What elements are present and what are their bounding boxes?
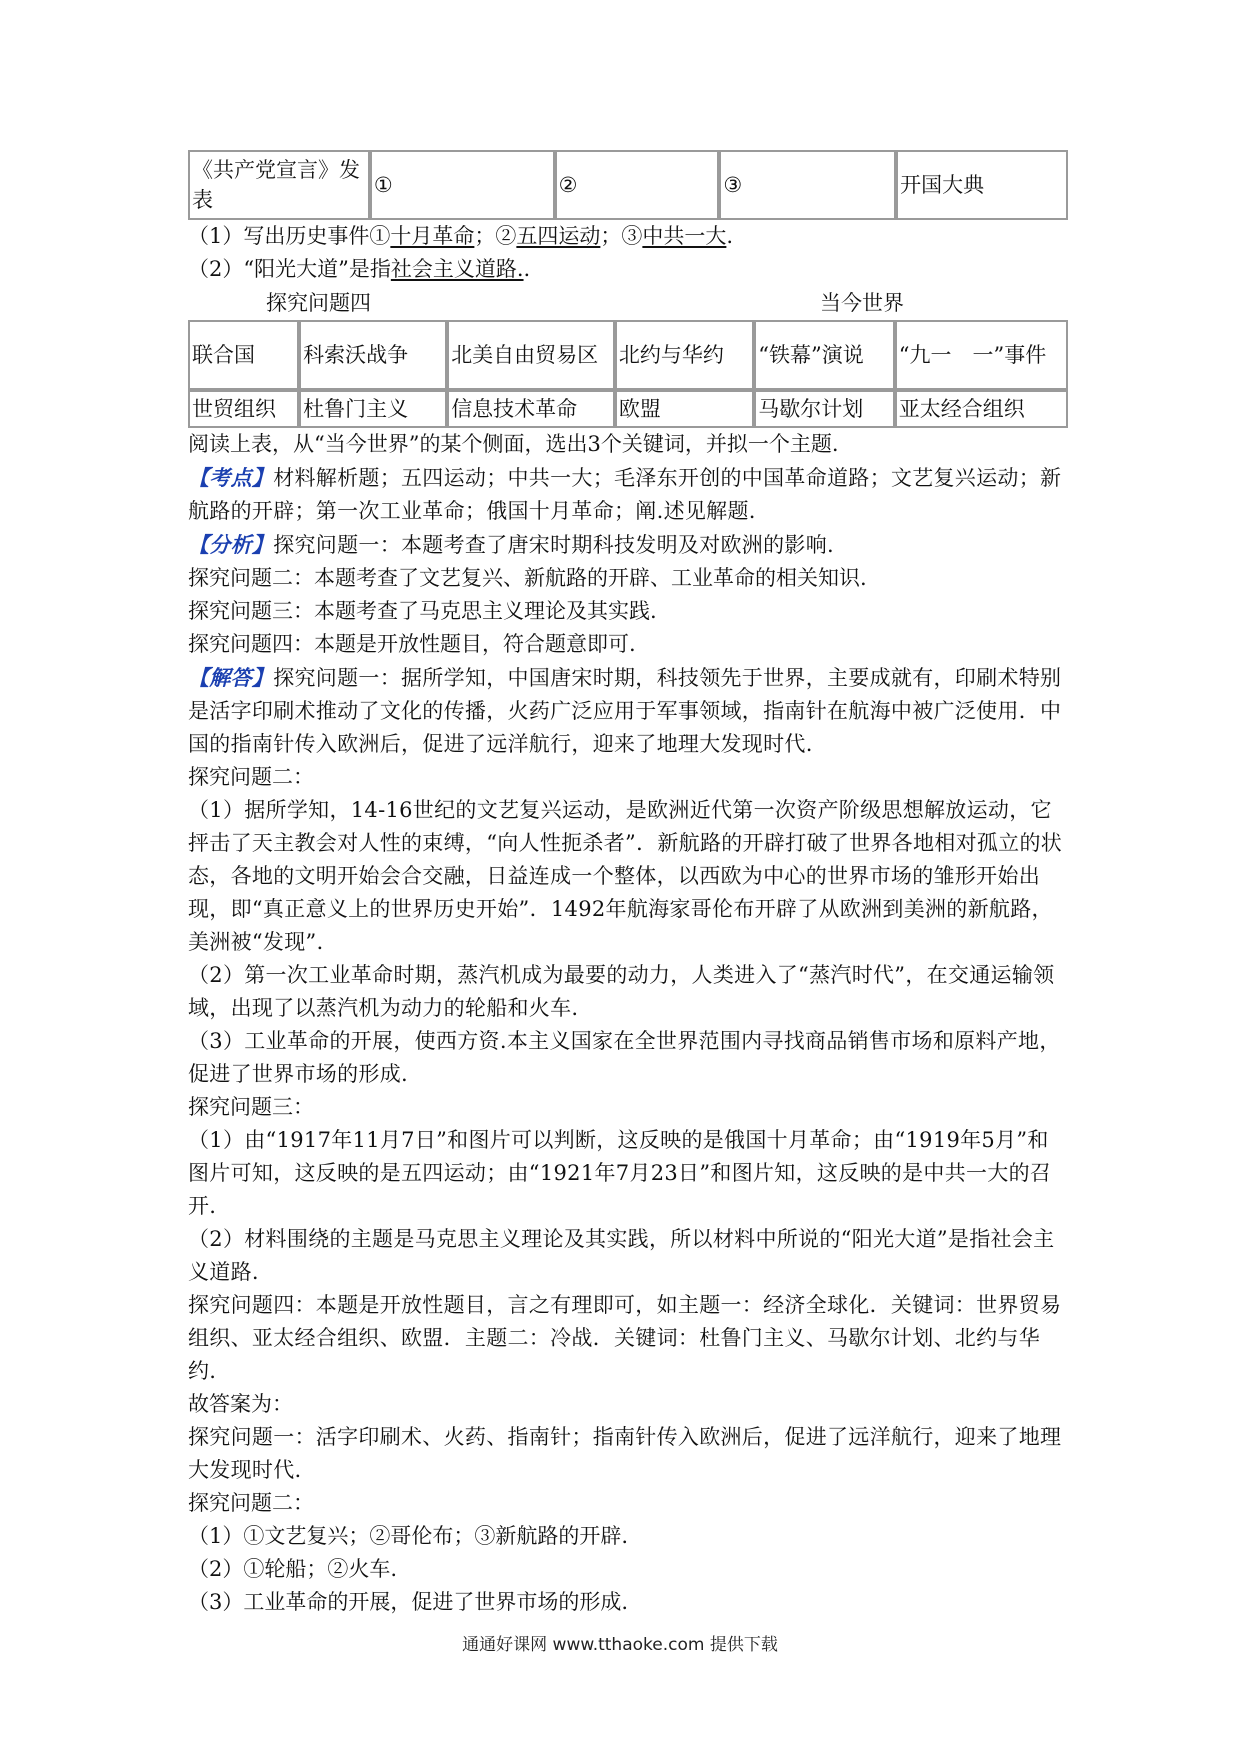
table-cell: 《共产党宣言》发表: [188, 150, 370, 220]
table-cell: 北美自由贸易区: [447, 320, 615, 390]
table-cell: 杜鲁门主义: [299, 390, 447, 428]
table-row: [188, 320, 1068, 390]
jieda-paragraph: （3）工业革命的开展，使西方资.本主义国家在全世界范围内寻找商品销售市场和原料产地，促进了世界市场的形成.: [188, 1029, 1061, 1086]
table-cell: 科索沃战争: [299, 320, 447, 390]
jieda-paragraph: 【解答】探究问题一：据所学知，中国唐宋时期，科技领先于世界，主要成就有，印刷术特别是活字印刷术推动了文化的传播，火药广泛应用于军事领域，指南针在航海中被广泛使用．中国的指南针传入欧洲后，促进了远洋航行，迎来了地理大发现时代.: [188, 665, 1062, 756]
jieda-paragraph: （2）第一次工业革命时期，蒸汽机成为最要的动力，人类进入了“蒸汽时代”，在交通运输领域，出现了以蒸汽机为动力的轮船和火车.: [188, 963, 1055, 1020]
table-cell: 亚太经合组织: [895, 390, 1068, 428]
answers-subheading: 探究问题二：: [188, 1491, 314, 1515]
jieda-heading: 探究问题三：: [188, 1095, 314, 1119]
page-footer: 通通好课网 www.tthaoke.com 提供下载: [462, 1635, 778, 1655]
table-cell: 信息技术革命: [447, 390, 615, 428]
answer-1: 十月革命: [390, 224, 475, 248]
fenxi-paragraph: 【分析】探究问题一：本题考查了唐宋时期科技发明及对欧洲的影响.: [188, 532, 834, 557]
timeline-table: [188, 150, 1068, 220]
jieda-heading: 探究问题二：: [188, 765, 314, 789]
keyword-table: [188, 320, 1068, 428]
table-cell: “铁幕”演说: [754, 320, 894, 390]
table-row: [188, 150, 1068, 220]
table-cell: ③: [719, 150, 896, 220]
jieda-tag: 【解答】: [188, 665, 274, 690]
question-1: （1）写出历史事件①十月革命；②五四运动；③中共一大.: [188, 224, 734, 248]
kaodian-tag: 【考点】: [188, 465, 274, 490]
table-cell: 马歇尔计划: [754, 390, 894, 428]
table-row: [188, 390, 1068, 428]
table-cell: 欧盟: [615, 390, 754, 428]
question-2: （2）“阳光大道”是指社会主义道路..: [188, 257, 531, 281]
answer-line: （3）工业革命的开展，促进了世界市场的形成.: [188, 1590, 629, 1614]
table-cell: 联合国: [188, 320, 299, 390]
answer-line: （2）①轮船；②火车.: [188, 1557, 398, 1581]
answer-paragraph: 探究问题一：活字印刷术、火药、指南针；指南针传入欧洲后，促进了远洋航行，迎来了地理大发现时代.: [188, 1425, 1062, 1482]
jieda-paragraph: （2）材料围绕的主题是马克思主义理论及其实践，所以材料中所说的“阳光大道”是指社会主义道路.: [188, 1227, 1055, 1284]
table-cell: 开国大典: [896, 150, 1068, 220]
table-cell: ②: [555, 150, 720, 220]
read-instruction: 阅读上表，从“当今世界”的某个侧面，选出3个关键词，并拟一个主题.: [188, 432, 839, 456]
answer-3: 中共一大: [642, 224, 727, 248]
table-cell: “九一 一”事件: [895, 320, 1068, 390]
table-cell: ①: [370, 150, 555, 220]
table-cell: 世贸组织: [188, 390, 299, 428]
fenxi-tag: 【分析】: [188, 532, 274, 557]
jieda-paragraph: （1）由“1917年11月7日”和图片可以判断，这反映的是俄国十月革命；由“1919年5月”和图片可知，这反映的是五四运动；由“1921年7月23日”和图片知，这反映的是中共一大的召开.: [188, 1128, 1052, 1218]
fenxi-line: 探究问题三：本题考查了马克思主义理论及其实践.: [188, 599, 657, 623]
answer-2: 五四运动: [516, 224, 601, 248]
section-4-title: 探究问题四: [266, 291, 371, 315]
section-4-header: [188, 286, 1068, 320]
jieda-paragraph: （1）据所学知，14-16世纪的文艺复兴运动，是欧洲近代第一次资产阶级思想解放运动，它抨击了天主教会对人性的束缚，“向人性扼杀者”．新航路的开辟打破了世界各地相对孤立的状态，各地的文明开始会合交融，日益连成一个整体，以西欧为中心的世界市场的雏形开始出现，即“真正意义上的世界历史开始”．1492年航海家哥伦布开辟了从欧洲到美洲的新航路，美洲被“发现”．: [188, 798, 1063, 954]
table-cell: 北约与华约: [615, 320, 754, 390]
jieda-paragraph: 探究问题四：本题是开放性题目，言之有理即可，如主题一：经济全球化．关键词：世界贸易组织、亚太经合组织、欧盟．主题二：冷战．关键词：杜鲁门主义、马歇尔计划、北约与华约.: [188, 1293, 1062, 1383]
kaodian-paragraph: 【考点】材料解析题；五四运动；中共一大；毛泽东开创的中国革命道路；文艺复兴运动；新航路的开辟；第一次工业革命；俄国十月革命；阐.述见解题.: [188, 465, 1062, 523]
document-page: [188, 150, 1068, 1619]
answer-line: （1）①文艺复兴；②哥伦布；③新航路的开辟.: [188, 1524, 629, 1548]
answer-road: 社会主义道路.: [390, 257, 524, 281]
answers-heading: 故答案为：: [188, 1392, 293, 1416]
fenxi-line: 探究问题四：本题是开放性题目，符合题意即可.: [188, 632, 636, 656]
fenxi-line: 探究问题二：本题考查了文艺复兴、新航路的开辟、工业革命的相关知识.: [188, 566, 867, 590]
section-4-subtitle: 当今世界: [820, 291, 904, 315]
